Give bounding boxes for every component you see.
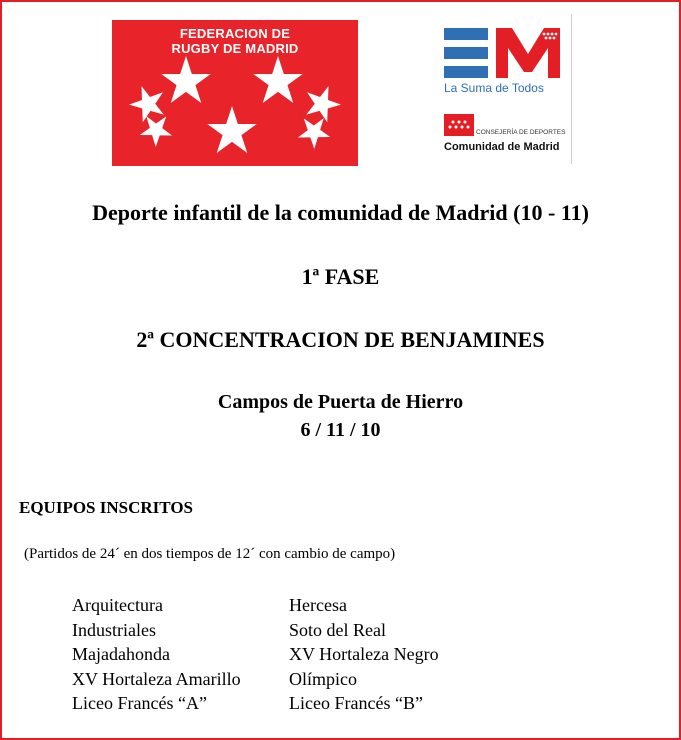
- list-item: Olímpico: [289, 668, 357, 689]
- teams-list-left: [72, 593, 241, 716]
- community-flag-icon: [444, 114, 474, 136]
- list-item: Industriales: [72, 619, 156, 640]
- teams-list-right: [289, 593, 439, 716]
- list-item: Soto del Real: [289, 619, 386, 640]
- federation-logo-text: FEDERACION DE RUGBY DE MADRID: [171, 26, 299, 56]
- event-date: 6 / 11 / 10: [300, 419, 381, 441]
- venue: Campos de Puerta de Hierro: [217, 391, 464, 413]
- community-name: Comunidad de Madrid: [444, 141, 560, 153]
- list-item: XV Hortaleza Negro: [289, 644, 439, 664]
- federation-logo: [112, 20, 358, 166]
- community-motto: La Suma de Todos: [444, 81, 544, 95]
- match-note: (Partidos de 24´ en dos tiempos de 12´ con cambio de campo): [24, 546, 396, 562]
- madrid-m-logo-icon: [444, 20, 574, 86]
- list-item: Arquitectura: [72, 595, 163, 615]
- logo-divider: [571, 14, 572, 164]
- teams-heading: EQUIPOS INSCRITOS: [19, 498, 193, 517]
- list-item: Liceo Francés “B”: [289, 693, 423, 713]
- list-item: Majadahonda: [72, 644, 170, 664]
- list-item: Hercesa: [289, 595, 347, 615]
- document-title: Deporte infantil de la comunidad de Madrid (10 - 11): [92, 200, 589, 225]
- list-item: XV Hortaleza Amarillo: [72, 668, 241, 689]
- list-item: Liceo Francés “A”: [72, 693, 207, 713]
- phase-heading: 1ª FASE: [301, 264, 380, 289]
- concentration-heading: 2ª CONCENTRACION DE BENJAMINES: [136, 327, 545, 352]
- community-department: CONSEJERÍA DE DEPORTES: [476, 129, 566, 136]
- comunidad-madrid-logo: [440, 14, 574, 164]
